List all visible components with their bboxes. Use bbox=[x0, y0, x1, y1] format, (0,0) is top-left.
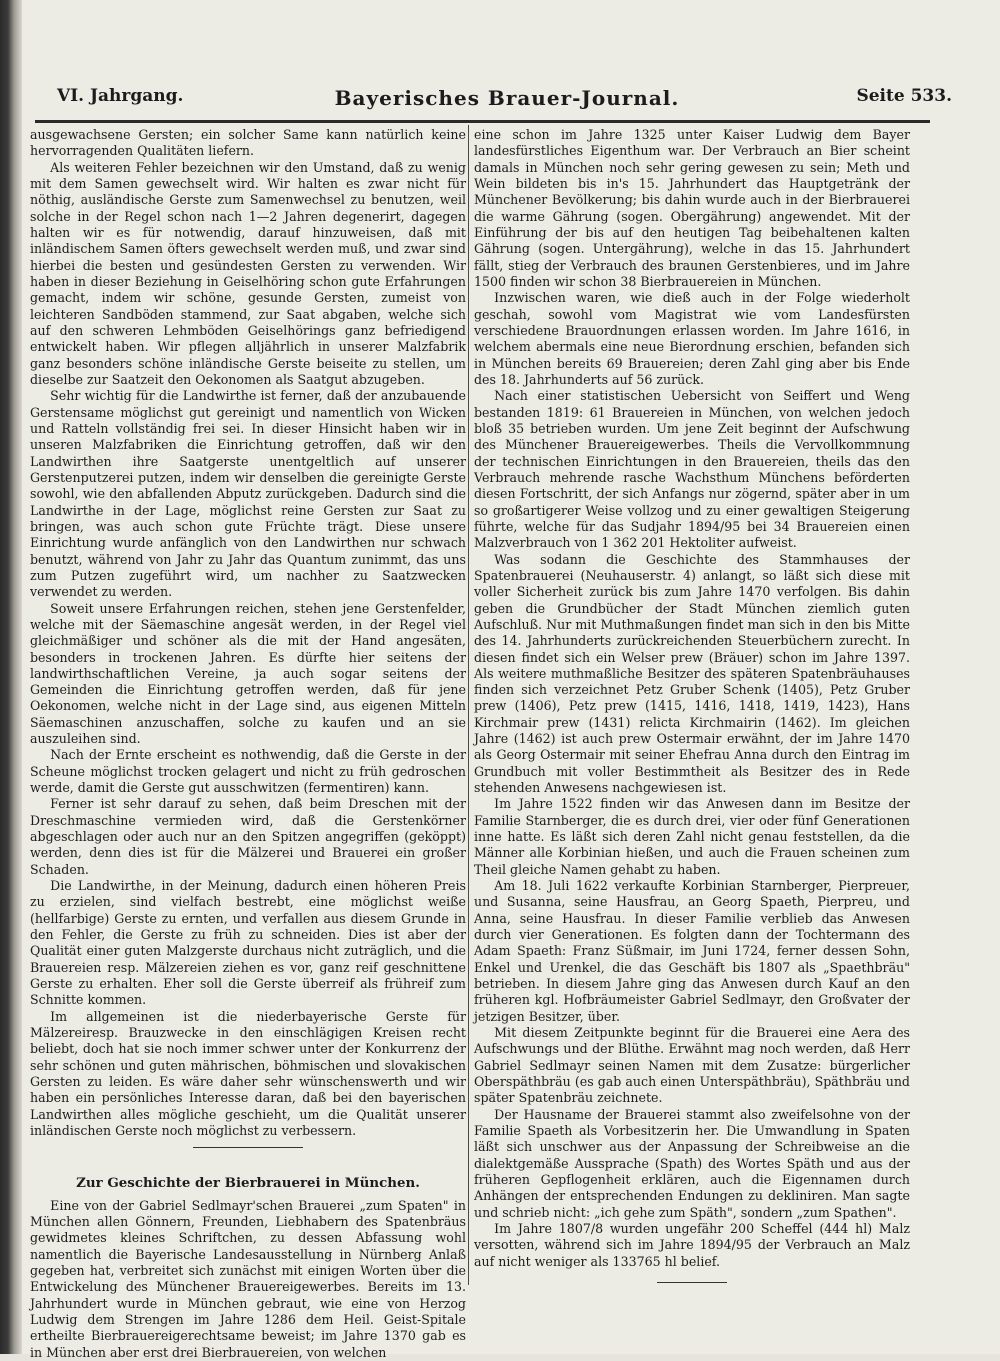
left-column bbox=[30, 127, 466, 1361]
paragraph: Im allgemeinen ist die niederbayerische Gerste für Mälzereiresp. Brauzwecke in den einschlägigen Kreisen recht beliebt, doch hat sie noch immer schwer unter der Konkurrenz der sehr schönen und guten mährischen, böhmischen und slovakischen Gersten zu leiden. Es wäre daher sehr wünschenswerth und wir haben ein persönliches Interesse daran, daß bei den bayerischen Landwirthen alles mögliche geschieht, um die Qualität unserer inländischen Gerste noch möglichst zu verbessern. bbox=[30, 1008, 466, 1139]
separator-rule bbox=[193, 1147, 303, 1148]
header-rule bbox=[35, 120, 930, 123]
paragraph: Was sodann die Geschichte des Stammhauses der Spatenbrauerei (Neuhauserstr. 4) anlangt, so läßt sich diese mit voller Sicherheit zurück bis zum Jahre 1470 verfolgen. Bis dahin geben die Grundbücher der Stadt München ziemlich guten Aufschluß. Nur mit Muthmaßungen findet man sich in den bis Mitte des 14. Jahrhunderts zurückreichenden Steuerbüchern zurecht. In diesen findet sich ein Welser prew (Bräuer) schon im Jahre 1397. Als weitere muthmaßliche Besitzer des späteren Spatenbräuhauses finden sich verzeichnet Petz Gruber Schenk (1405), Petz Gruber prew (1406), Petz prew (1415, 1416, 1418, 1419, 1423), Hans Kirchmair prew (1431) relicta Kirchmairin (1462). Im gleichen Jahre (1462) ist auch prew Ostermair erwähnt, der im Jahre 1470 als Georg Ostermair mit seiner Ehefrau Anna durch den Eintrag im Grundbuch mit voller Bestimmtheit als Besitzer des in Rede stehenden Anwesens nachgewiesen ist. bbox=[474, 551, 910, 796]
paragraph: Am 18. Juli 1622 verkaufte Korbinian Starnberger, Pierpreuer, und Susanna, seine Hausfrau, an Georg Spaeth, Pierpreu, und Anna, seine Hausfrau. In dieser Familie verblieb das Anwesen durch vier Generationen. Es folgten dann der Tochtermann des Adam Spaeth: Franz Süßmair, im Juni 1724, ferner dessen Sohn, Enkel und Urenkel, die das Geschäft bis 1807 als „Spaethbräu" betrieben. In diesem Jahre ging das Anwesen durch Kauf an den früheren kgl. Hofbräumeister Gabriel Sedlmayr, den Großvater der jetzigen Besitzer, über. bbox=[474, 878, 910, 1024]
paragraph: Soweit unsere Erfahrungen reichen, stehen jene Gerstenfelder, welche mit der Säemaschine angesät werden, in der Regel viel gleichmäßiger und schöner als die mit der Hand angesäten, besonders in trockenen Jahren. Es dürfte hier seitens der landwirthschaftlichen Vereine, ja auch sogar seitens der Gemeinden die Einrichtung getroffen werden, daß für jene Oekonomen, welche nicht in der Lage sind, aus eigenen Mitteln Säemaschinen anzuschaffen, solche zu kaufen und an sie auszuleihen sind. bbox=[30, 600, 466, 747]
page-number: Seite 533. bbox=[856, 86, 952, 106]
paragraph: Als weiteren Fehler bezeichnen wir den Umstand, daß zu wenig mit dem Samen gewechselt wird. Wir halten es zwar nicht für nöthig, ausländische Gerste zum Samenwechsel zu benutzen, weil solche in der Regel schon nach 1—2 Jahren degenerirt, dagegen halten wir es für notwendig, darauf hinzuweisen, daß mit inländischem Samen öfters gewechselt werden muß, und zwar sind hierbei die besten und gesündesten Gersten zu verwenden. Wir haben in dieser Beziehung in Geiselhöring schon gute Erfahrungen gemacht, indem wir schöne, gesunde Gersten, zumeist von leichteren Sandböden stammend, zur Saat abgaben, welche sich auf den schweren Lehmböden Geiselhörings ganz befriedigend entwickelt haben. Wir pflegen alljährlich in unserer Malzfabrik ganz besonders schöne inländische Gerste beiseite zu stellen, um dieselbe zur Saatzeit den Oekonomen als Saatgut abzugeben. bbox=[30, 159, 466, 387]
paragraph: Nach einer statistischen Uebersicht von Seiffert und Weng bestanden 1819: 61 Brauereien in München, von welchen jedoch bloß 35 betrieben wurden. Um jene Zeit beginnt der Aufschwung des Münchener Brauereigewerbes. Theils die Vervollkommnung der technischen Einrichtungen in den Brauereien, theils das den Verbrauch mehrende rasche Wachsthum Münchens beförderten diesen Fortschritt, der sich Anfangs nur zögernd, später aber in um so großartigerer Weise vollzog und zu einer gewaltigen Steigerung führte, welche für das Sudjahr 1894/95 bei 34 Brauereien einen Malzverbrauch von 1 362 201 Hektoliter aufweist. bbox=[474, 388, 910, 551]
page-header bbox=[57, 86, 952, 116]
paragraph: Im Jahre 1522 finden wir das Anwesen dann im Besitze der Familie Starnberger, die es durch drei, vier oder fünf Generationen inne hatte. Es läßt sich deren Zahl nicht genau feststellen, da die Männer alle Korbinian hießen, und auch die Frauen scheinen zum Theil gleiche Namen gehabt zu haben. bbox=[474, 796, 910, 877]
paragraph: Mit diesem Zeitpunkte beginnt für die Brauerei eine Aera des Aufschwungs und der Blüthe. Erwähnt mag noch werden, daß Herr Gabriel Sedlmayr seinen Namen mit dem Zusatze: bürgerlicher Oberspäthbräu (es gab auch einen Unterspäthbräu), Späthbräu und später Spatenbräu zeichnete. bbox=[474, 1025, 910, 1106]
section-separator bbox=[30, 1147, 466, 1161]
paragraph: ausgewachsene Gersten; ein solcher Same kann natürlich keine hervorragenden Qualitäten liefern. bbox=[30, 127, 466, 159]
paragraph: Die Landwirthe, in der Meinung, dadurch einen höheren Preis zu erzielen, sind vielfach bestrebt, eine möglichst weiße (hellfarbige) Gerste zu ernten, und verfallen aus diesem Grunde in den Fehler, die Gerste zu früh zu schneiden. Dies ist aber der Qualität einer guten Malzgerste durchaus nicht zuträglich, und die Brauereien resp. Mälzereien ziehen es vor, ganz reif geschnittene Gerste zu erhalten. Eher soll die Gerste überreif als frühreif zum Schnitte kommen. bbox=[30, 878, 466, 1008]
paragraph: eine schon im Jahre 1325 unter Kaiser Ludwig dem Bayer landesfürstliches Eigenthum war. Der Verbrauch an Bier scheint damals in München noch sehr gering gewesen zu sein; Meth und Wein bildeten bis in's 15. Jahrhundert das Hauptgetränk der Münchener Bevölkerung; bis dahin wurde auch in der Bierbrauerei die warme Gährung (sogen. Obergährung) angewendet. Mit der Einführung der bis auf den heutigen Tag beibehaltenen kalten Gährung (sogen. Untergährung), welche in das 15. Jahrhundert fällt, stieg der Verbrauch des braunen Gerstenbieres, und im Jahre 1500 finden wir schon 38 Bierbrauereien in München. bbox=[474, 127, 910, 289]
paragraph: Der Hausname der Brauerei stammt also zweifelsohne von der Familie Spaeth als Vorbesitzerin her. Die Umwandlung in Spaten läßt sich unschwer aus der Anpassung der Schreibweise an die dialektgemäße Aussprache (Spath) des Wortes Späth und aus der früheren Gepflogenheit erklären, auch die Eigennamen durch Anhängen der entsprechenden Endungen zu dekliniren. Man sagte und schrieb nicht: „ich gehe zum Späth", sondern „zum Spathen". bbox=[474, 1106, 910, 1220]
right-column bbox=[474, 127, 910, 1283]
paragraph: Sehr wichtig für die Landwirthe ist ferner, daß der anzubauende Gerstensame möglichst gut gereinigt und namentlich von Wicken und Ratteln vollständig frei sei. In dieser Hinsicht haben wir in unseren Malzfabriken die Einrichtung getroffen, daß wir den Landwirthen ihre Saatgerste unentgeltlich auf unserer Gerstenputzerei putzen, indem wir denselben die gereinigte Gerste sowohl, wie den abfallenden Abputz zurückgeben. Dadurch sind die Landwirthe in der Lage, möglichst reine Gersten zur Saat zu bringen, was auch schon gute Früchte trägt. Diese unsere Einrichtung wurde anfänglich von den Landwirthen nur schwach benutzt, während von Jahr zu Jahr das Quantum zunimmt, das uns zum Putzen zugeführt wird, um nachher zu Saatzwecken verwendet zu werden. bbox=[30, 388, 466, 600]
scan-binding-shadow bbox=[0, 0, 22, 1354]
paragraph: Ferner ist sehr darauf zu sehen, daß beim Dreschen mit der Dreschmaschine vermieden wird, daß die Gerstenkörner abgeschlagen oder auch nur an den Spitzen angegriffen (geköppt) werden, denn dies ist für die Mälzerei und Brauerei ein großer Schaden. bbox=[30, 796, 466, 877]
column-divider bbox=[468, 125, 469, 1285]
journal-title: Bayerisches Brauer-Journal. bbox=[334, 86, 680, 110]
article-heading: Zur Geschichte der Bierbrauerei in München. bbox=[76, 1175, 420, 1192]
paragraph: Im Jahre 1807/8 wurden ungefähr 200 Scheffel (444 hl) Malz versotten, während sich im Jahre 1894/95 der Verbrauch an Malz auf nicht weniger als 133765 hl belief. bbox=[474, 1220, 910, 1269]
end-rule bbox=[657, 1282, 727, 1283]
paragraph: Eine von der Gabriel Sedlmayr'schen Brauerei „zum Spaten" in München allen Gönnern, Freunden, Liebhabern des Spatenbräus gewidmetes kleines Schriftchen, zu dessen Abfassung wohl namentlich die Bayerische Landesausstellung in Nürnberg Anlaß gegeben hat, verbreitet sich zunächst mit einigen Worten über die Entwickelung des Münchener Brauereigewerbes. Bereits im 13. Jahrhundert wurde in München gebraut, wie eine von Herzog Ludwig dem Strengen im Jahre 1286 dem Heil. Geist-Spitale ertheilte Bierbrauereigerechtsame beweist; im Jahre 1370 gab es in München aber erst drei Bierbrauereien, von welchen bbox=[30, 1197, 466, 1360]
paragraph: Nach der Ernte erscheint es nothwendig, daß die Gerste in der Scheune möglichst trocken gelagert und nicht zu früh gedroschen werde, damit die Gerste gut ausschwitzen (fermentiren) kann. bbox=[30, 747, 466, 796]
volume-label: VI. Jahrgang. bbox=[57, 86, 184, 106]
paragraph: Inzwischen waren, wie dieß auch in der Folge wiederholt geschah, sowohl vom Magistrat wie vom Landesfürsten verschiedene Brauordnungen erlassen worden. Im Jahre 1616, in welchem abermals eine neue Bierordnung erschien, befanden sich in München bereits 69 Brauereien; deren Zahl ging aber bis Ende des 18. Jahrhunderts auf 56 zurück. bbox=[474, 290, 910, 387]
